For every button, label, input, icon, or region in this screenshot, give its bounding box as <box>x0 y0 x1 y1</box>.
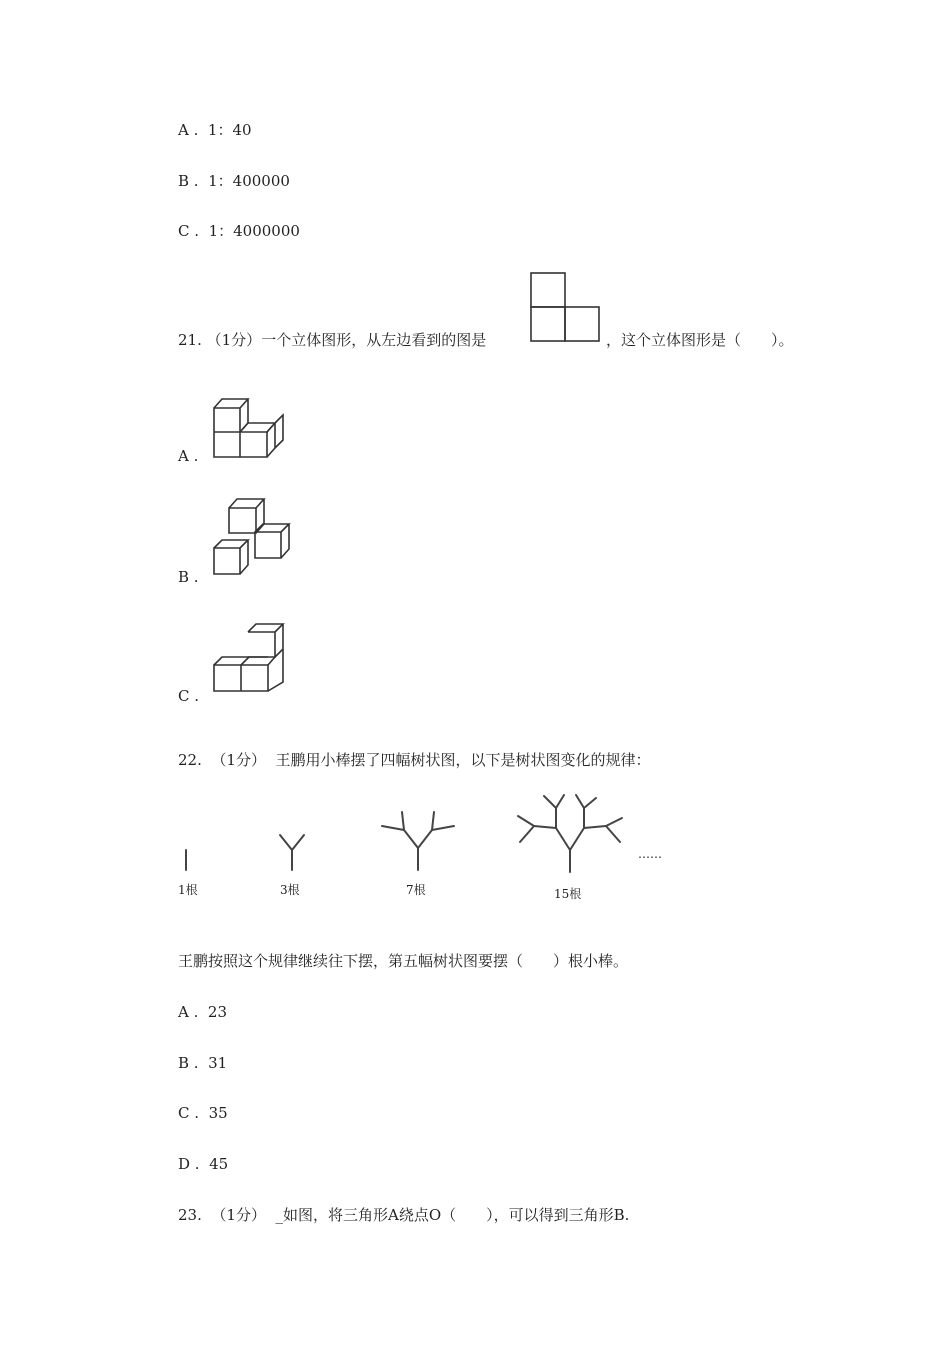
q22-stem-text: 王鹏用小棒摆了四幅树状图，以下是树状图变化的规律： <box>275 751 651 769</box>
q22-stem <box>178 750 651 770</box>
q23-score: （1分） <box>211 1206 266 1224</box>
q21-stem-before: 一个立体图形，从左边看到的图是 <box>261 331 487 349</box>
tree-3-figure <box>382 812 454 897</box>
q21-score: （1分） <box>206 331 262 349</box>
q21-option-c-figure[interactable] <box>213 622 288 694</box>
q20-option-b[interactable]: B . 1：400000 <box>178 172 290 190</box>
q22-score: （1分） <box>211 751 266 769</box>
tree-4-figure <box>518 795 622 901</box>
q22-option-a[interactable]: A . 23 <box>178 1003 228 1021</box>
q22-option-b[interactable]: B . 31 <box>178 1054 228 1072</box>
q23-number: 23. <box>178 1206 202 1224</box>
tree-1-label: 1根 <box>178 883 198 897</box>
tree-4-label: 15根 <box>554 887 582 901</box>
q21-left-view-figure <box>530 272 602 342</box>
q22-tree-figures <box>170 790 690 905</box>
q21-option-c[interactable]: C . <box>178 687 200 705</box>
tree-3-label: 7根 <box>406 883 426 897</box>
q23-stem-text: _如图，将三角形A绕点O（ ），可以得到三角形B. <box>275 1206 630 1224</box>
q22-option-d[interactable]: D . 45 <box>178 1155 229 1173</box>
q21-number: 21. <box>178 331 202 349</box>
q21-option-a-figure[interactable] <box>213 398 288 460</box>
tree-2-figure <box>280 835 304 897</box>
q22-number: 22. <box>178 751 202 769</box>
q21-stem-after: ，这个立体图形是（ ）。 <box>606 331 794 349</box>
tree-2-label: 3根 <box>280 883 300 897</box>
q23-stem <box>178 1205 629 1225</box>
q22-option-c[interactable]: C . 35 <box>178 1104 228 1122</box>
q21-option-b-figure[interactable] <box>213 498 293 578</box>
tree-1-figure <box>178 850 198 897</box>
q21-option-a[interactable]: A . <box>178 447 199 465</box>
tree-ellipsis: …… <box>638 847 662 861</box>
q20-option-c[interactable]: C . 1：4000000 <box>178 222 300 240</box>
q21-option-b[interactable]: B . <box>178 568 199 586</box>
q20-option-a[interactable]: A . 1：40 <box>178 121 252 139</box>
q22-question: 王鹏按照这个规律继续往下摆，第五幅树状图要摆（ ）根小棒。 <box>178 952 629 970</box>
q21-stem-start <box>178 330 486 350</box>
